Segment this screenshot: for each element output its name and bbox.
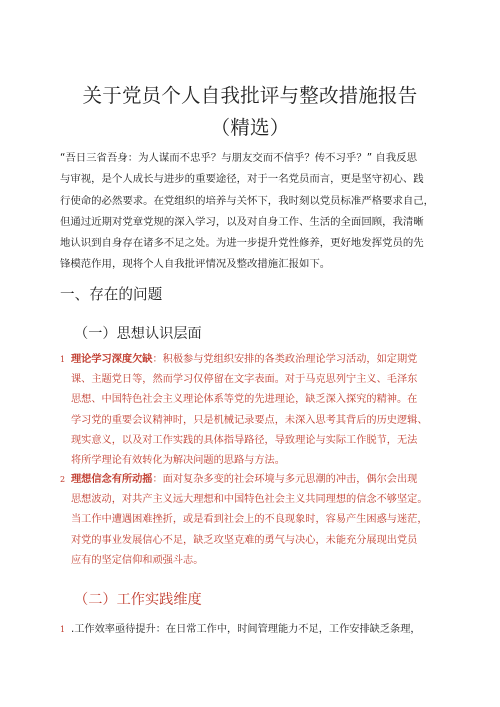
list-item-line: 理论学习深度欠缺：积极参与党组织安排的各类政治理论学习活动，如定期党 [71, 354, 418, 365]
subsection-heading-work-practice: （二）工作实践维度 [74, 592, 202, 608]
intro-line: 行使命的必然要求。在党组织的培养与关怀下，我时刻以党员标准严格要求自己， [60, 194, 435, 207]
list-item-line: 现实意义，以及对工作实践的具体指导路径，导致理论与实际工作脱节，无法 [71, 434, 418, 446]
intro-line: 地认识到自身存在诸多不足之处。为进一步提升党性修养，更好地发挥党员的先 [60, 237, 424, 250]
list-item-body [71, 620, 451, 640]
intro-line: 锋模范作用，现将个人自我批评情况及整改措施汇报如下。 [60, 258, 331, 271]
list-item-bold-label: 理想信念有所动摇 [71, 474, 153, 485]
document-subtitle: （精选） [210, 116, 290, 139]
section-heading-problems: 一、存在的问题 [60, 286, 163, 303]
list-item-line: 对党的事业发展信心不足，缺乏攻坚克难的勇气与决心，未能充分展现出党员 [71, 534, 418, 546]
subsection-heading-thinking: （一）思想认识层面 [74, 326, 202, 342]
list-item-line: 将所学理论有效转化为解决问题的思路与方法。 [71, 455, 285, 467]
list-item-line: 课、主题党日等，然而学习仅停留在文字表面。对于马克思列宁主义、毛泽东 [71, 374, 418, 386]
list-item-line: .工作效率亟待提升：在日常工作中，时间管理能力不足，工作安排缺乏条理， [71, 624, 421, 635]
document-title: 关于党员个人自我批评与整改措施报告 [82, 84, 418, 107]
list-item-number: 1 [60, 355, 66, 364]
intro-line: 但通过近期对党章党规的深入学习，以及对自身工作、生活的全面回顾，我清晰 [60, 215, 424, 228]
intro-line: 与审视，是个人成长与进步的重要途径，对于一名党员而言，更是坚守初心、践 [60, 173, 424, 186]
list-item-line: 思想、中国特色社会主义理论体系等党的先进理论，缺乏深入探究的精神。在 [71, 394, 418, 406]
list-item-number: 1 [60, 625, 66, 634]
list-item-body [71, 350, 451, 471]
list-item-number: 2 [60, 475, 66, 484]
intro-line: “吾日三省吾身：为人谋而不忠乎？与朋友交而不信乎？传不习乎？” 自我反思 [60, 152, 417, 164]
list-item-line: 思想波动，对共产主义远大理想和中国特色社会主义共同理想的信念不够坚定。 [71, 494, 428, 506]
list-item-bold-label: 理论学习深度欠缺 [71, 354, 153, 365]
list-item-line: 应有的坚定信仰和顽强斗志。 [71, 554, 204, 566]
list-item-body [71, 470, 451, 571]
list-item-line: 当工作中遭遇困难挫折，或是看到社会上的不良现象时，容易产生困惑与迷茫， [71, 514, 428, 526]
intro-paragraph [60, 148, 448, 276]
list-item-line: 学习党的重要会议精神时，只是机械记录要点，未深入思考其背后的历史逻辑、 [71, 414, 428, 426]
list-item-line: 理想信念有所动摇：面对复杂多变的社会环境与多元思潮的冲击，偶尔会出现 [71, 474, 418, 485]
